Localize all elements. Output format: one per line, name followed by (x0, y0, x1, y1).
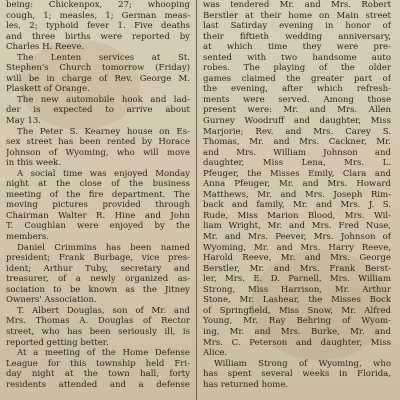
text-line: League for this township held Fri- (6, 358, 190, 369)
text-line: Thomas, Mr. and Mrs. Cackner, Mr. (203, 137, 391, 148)
text-line: May 13. (6, 116, 41, 127)
left-column-text (6, 0, 190, 400)
text-line: and three births were reported by (6, 31, 190, 42)
text-line: Marjorie; Rev. and Mrs. Carey S. (203, 126, 391, 137)
text-line: Mrs. Thomas A. Douglas of Rector (6, 316, 190, 327)
text-line: Stephen's Church tomorrow (Friday) (6, 63, 190, 74)
text-line: Rude, Miss Marion Blood, Mrs. Wil- (203, 210, 391, 221)
text-line: in this week. (6, 158, 62, 169)
right-column-text (203, 0, 391, 400)
text-line: les, 2; typhoid fever 1. Five deaths (6, 21, 190, 32)
text-line: ing, Mr. and Mrs. Burke, Mr. and (203, 326, 391, 337)
text-line: moving pictures provided through (6, 200, 190, 211)
text-line: The Peter S. Kearney house on Es- (17, 126, 190, 137)
text-line: at which time they were pre- (203, 42, 391, 53)
text-line: of Springfield, Miss Snow, Mr. Alfred (203, 305, 391, 316)
text-line: has spent several weeks in Florida, (203, 369, 391, 380)
column-rule (196, 0, 197, 400)
text-line: day night at the town hall, forty (6, 369, 190, 380)
text-line: president; Frank Burbage, vice pres- (6, 253, 190, 264)
text-line: Pfeuger, the Misses Emily, Clara and (203, 168, 391, 179)
text-line: Matthews, Mr. and Mrs. Joseph Rim- (203, 189, 391, 200)
text-line: A social time was enjoyed Monday (17, 168, 190, 179)
text-line: Mr. and Mrs. Peever, Mrs. Johnson of (203, 232, 391, 243)
text-line: games claimed the greater part of (203, 73, 391, 84)
text-line: T. Albert Douglas, son of Mr. and (17, 305, 190, 316)
text-line: Young, Mr. Ray Behring of Wyom- (203, 316, 391, 327)
text-line: T. Coughlan were enjoyed by the (6, 221, 190, 232)
text-line: reported getting better. (6, 337, 109, 348)
text-line: sociation to be known as the Jitney (6, 284, 190, 295)
text-line: street, who has been seriously ill, is (6, 326, 190, 337)
text-line: Daniel Crimmins has been named (17, 242, 190, 253)
text-line: Chairman Walter R. Hine and John (6, 210, 190, 221)
text-line: ident; Arthur Tuby, secretary and (6, 263, 190, 274)
text-line: sex street has been rented by Horace (6, 137, 190, 148)
text-line: has returned home. (203, 379, 289, 390)
text-line: Wyoming, Mr. and Mrs. Harry Reeve, (203, 242, 391, 253)
text-line: Stone, Mr. Lashear, the Misses Bock (203, 295, 391, 306)
text-line: robes. The playing of the older (203, 63, 391, 74)
text-line: ler, Mrs. E. D. Parnell, Mrs. William (203, 274, 391, 285)
text-line: daughter, Miss Lena, Mrs. L. (203, 158, 391, 169)
text-line: Alice. (203, 348, 228, 359)
text-line: last Satirday evening in honor of (203, 21, 391, 32)
text-line: Mrs. C. Peterson and daughter, Miss (203, 337, 391, 348)
text-line: William Strong of Wyoming, who (214, 358, 391, 369)
text-line: Harold Reeve, Mr. and Mrs. George (203, 253, 391, 264)
text-line: present were: Mr. and Mrs. Allen (203, 105, 391, 116)
text-line: night at the close of the business (6, 179, 190, 190)
text-line: Strong, Miss Harrison, Mr. Arthur (203, 284, 391, 295)
text-line: liam Wright, Mr. and Mrs. Fred Nuse, (203, 221, 391, 232)
text-line: the evening, after which refresh- (203, 84, 391, 95)
text-line: At a meeting of the Home Defense (17, 348, 190, 359)
text-line: members. (6, 232, 49, 243)
text-line: and Mrs. William Johnson and (203, 147, 391, 158)
text-line: Berstler at their home on Main street (203, 10, 391, 21)
text-line: der is expected to arrive about (6, 105, 190, 116)
text-line: Berstler, Mr. and Mrs. Frank Berst- (203, 263, 391, 274)
text-line: ments were served. Among those (203, 94, 391, 105)
text-line: their fiftieth wedding anniversary, (203, 31, 391, 42)
text-line: The new automobile hook and lad- (17, 94, 190, 105)
text-line: Charles H. Reeve. (6, 42, 85, 53)
text-line: sented with two handsome auto (203, 52, 391, 63)
text-line: meeting of the fire department. The (6, 189, 190, 200)
text-line: Anna Pfeuger, Mr. and Mrs. Howard (203, 179, 391, 190)
text-line: The Lenten services at St. (17, 52, 190, 63)
text-line: residents attended and a defense (6, 379, 190, 390)
text-line: Gurney Woodruff and daughter, Miss (203, 116, 391, 127)
text-line: back and family, Mr. and Mrs. J. S. (203, 200, 391, 211)
text-line: treasurer, of a newly organized as- (6, 274, 190, 285)
text-line: Johnson of Wyoming, who will move (6, 147, 190, 158)
text-line: cough, 1; measles, 1; German meas- (6, 10, 190, 21)
text-line: was tendered Mr. and Mrs. Robert (203, 0, 391, 10)
text-line: Owners' Association. (6, 295, 97, 306)
text-line: being: Chickenpox, 27; whooping (6, 0, 190, 10)
text-line: Plaskett of Orange. (6, 84, 90, 95)
text-line: will be in charge of Rev. George M. (6, 73, 190, 84)
